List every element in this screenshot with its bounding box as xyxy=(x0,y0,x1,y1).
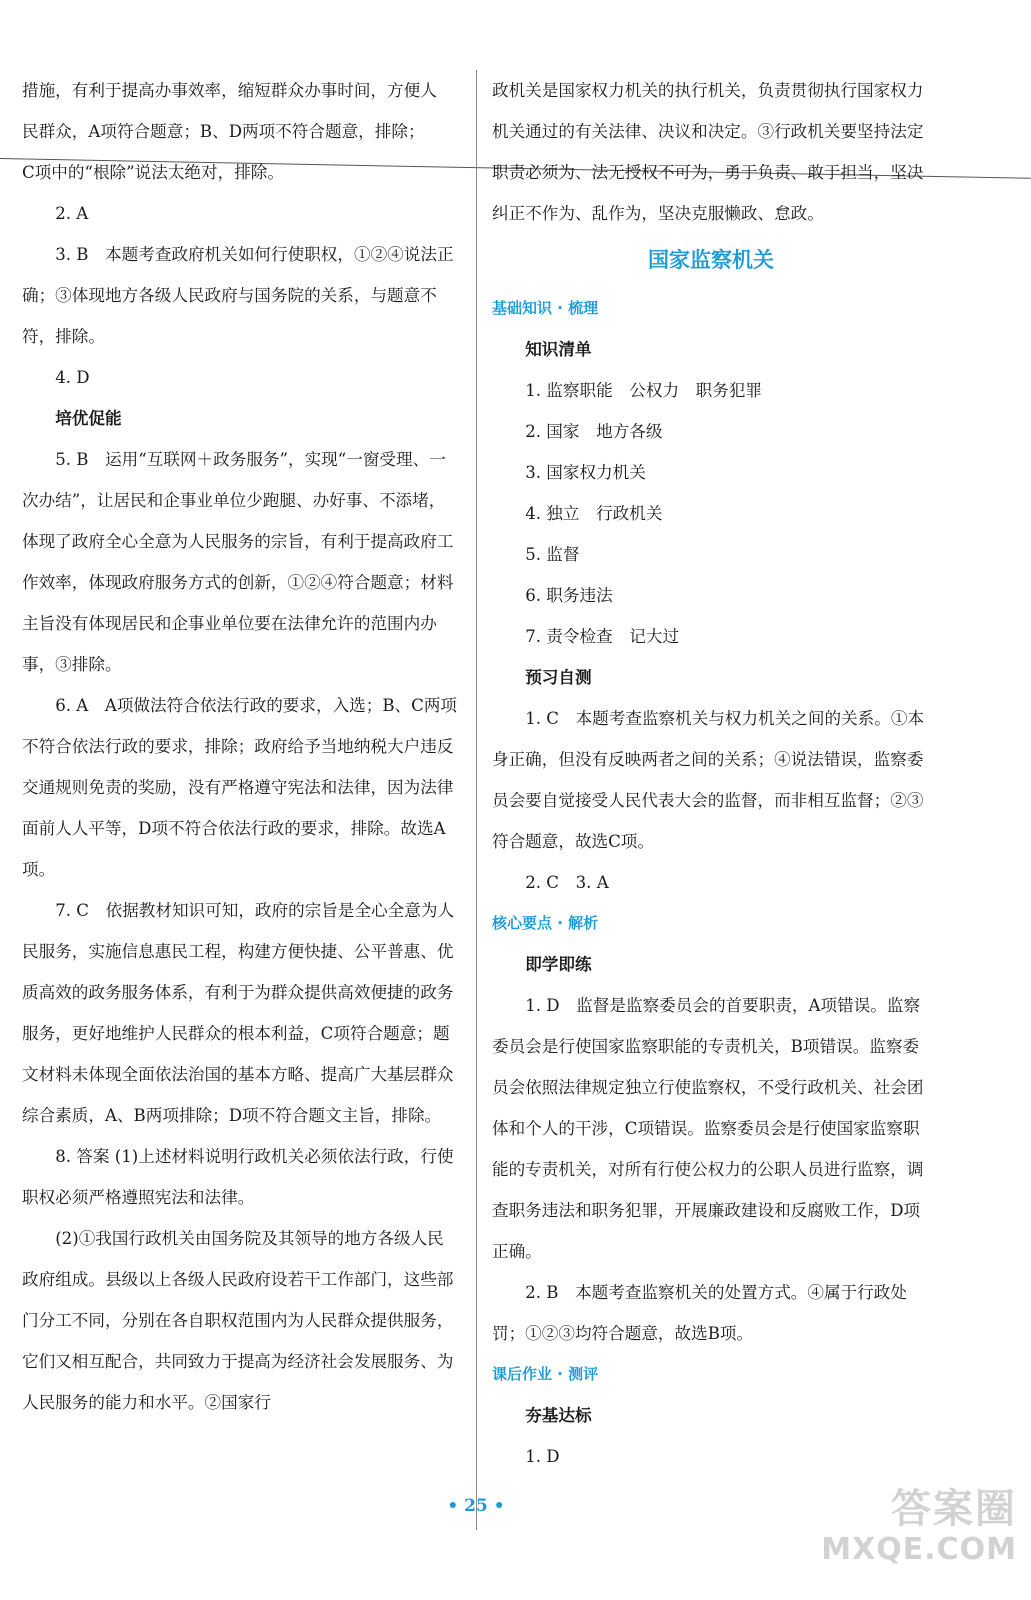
continued-text: 政机关是国家权力机关的执行机关，负责贯彻执行国家权力机关通过的有关法律、决议和决定。③行政机关要坚持法定职责必须为、法无授权不可为，勇于负责、敢于担当，坚决纠正不作为、乱作为，坚决克服懒政、怠政。 xyxy=(492,81,924,223)
list-item: 2. 国家 地方各级 xyxy=(525,422,663,441)
list-item: 4. 独立 行政机关 xyxy=(525,504,663,523)
tag-jichu: 基础知识 · 梳理 xyxy=(492,299,599,317)
answer-7: 7. C 依据教材知识可知，政府的宗旨是全心全意为人民服务，实施信息惠民工程，构建方便快捷、公平普惠、优质高效的政务服务体系，有利于为群众提供高效便捷的政务服务，更好地维护人民群众的根本利益，C项符合题意；题文材料未体现全面依法治国的基本方略、提高广大基层群众综合素质，A、B两项排除；D项不符合题文主旨，排除。 xyxy=(22,901,455,1125)
answer-b23: 2. C 3. A xyxy=(525,873,609,892)
right-column xyxy=(492,70,930,1477)
list-item: 6. 职务违法 xyxy=(525,586,613,605)
answer-c1: 1. D 监督是监察委员会的首要职责，A项错误。监察委员会是行使国家监察职能的专责机关，B项错误。监察委员会依照法律规定独立行使监察权，不受行政机关、社会团体和个人的干涉，C项错误。监察委员会是行使国家监察职能的专责机关，对所有行使公权力的公职人员进行监察，调查职务违法和职务犯罪，开展廉政建设和反腐败工作，D项正确。 xyxy=(492,996,924,1261)
watermark-bottom: MXQE.COM xyxy=(821,1532,1017,1567)
tag-hexin: 核心要点 · 解析 xyxy=(492,914,599,932)
answer-c2: 2. B 本题考查监察机关的处置方式。④属于行政处罚；①②③均符合题意，故选B项。 xyxy=(492,1283,907,1343)
answer-4: 4. D xyxy=(55,368,90,387)
heading-yuxi: 预习自测 xyxy=(525,668,592,687)
list-item: 7. 责令检查 记大过 xyxy=(525,627,680,646)
list-item: 3. 国家权力机关 xyxy=(525,463,646,482)
text-line: 民群众，A项符合题意；B、D两项不符合题意，排除； xyxy=(22,122,425,141)
heading-duoji: 夯基达标 xyxy=(525,1406,592,1425)
tag-kehou: 课后作业 · 测评 xyxy=(492,1365,599,1383)
answer-b1: 1. C 本题考查监察机关与权力机关之间的关系。①本身正确，但没有反映两者之间的关系；④说法错误，监察委员会要自觉接受人民代表大会的监督，而非相互监督；②③符合题意，故选C项。 xyxy=(492,709,925,851)
answer-6: 6. A A项做法符合依法行政的要求，入选；B、C两项不符合依法行政的要求，排除；政府给予当地纳税大户违反交通规则免责的奖励，没有严格遵守宪法和法律，因为法律面前人人平等，D项不符合依法行政的要求，排除。故选A项。 xyxy=(22,696,458,879)
heading-qingdan: 知识清单 xyxy=(525,340,592,359)
text-line: 措施，有利于提高办事效率，缩短群众办事时间，方便人 xyxy=(22,81,437,100)
watermark-logo xyxy=(812,1486,1017,1576)
left-column xyxy=(22,70,460,1423)
answer-8-part-2: (2)①我国行政机关由国务院及其领导的地方各级人民政府组成。县级以上各级人民政府设若干工作部门，这些部门分工不同，分别在各自职权范围内为人民群众提供服务，它们又相互配合，共同致力于提高为经济社会发展服务、为人民服务的能力和水平。②国家行 xyxy=(22,1229,454,1412)
heading-peiyou: 培优促能 xyxy=(55,409,122,428)
heading-jixue: 即学即练 xyxy=(525,955,592,974)
answer-5: 5. B 运用“互联网＋政务服务”，实现“一窗受理、一次办结”，让居民和企事业单位少跑腿、办好事、不添堵，体现了政府全心全意为人民服务的宗旨，有利于提高政府工作效率，体现政府服务方式的创新，①②④符合题意；材料主旨没有体现居民和企事业单位要在法律允许的范围内办事，③排除。 xyxy=(22,450,454,674)
section-title: 国家监察机关 xyxy=(648,248,774,272)
answer-8-part-1: 8. 答案 (1)上述材料说明行政机关必须依法行政，行使职权必须严格遵照宪法和法律。 xyxy=(22,1147,454,1207)
text-line: C项中的“根除”说法太绝对，排除。 xyxy=(22,163,284,182)
list-item: 1. 监察职能 公权力 职务犯罪 xyxy=(525,381,763,400)
column-divider xyxy=(476,70,477,1530)
answer-2: 2. A xyxy=(55,204,89,223)
watermark-top: 答案圈 xyxy=(891,1486,1017,1532)
list-item: 5. 监督 xyxy=(525,545,580,564)
page-number: • 25 • xyxy=(447,1496,505,1516)
answer-d1: 1. D xyxy=(525,1447,560,1466)
answer-3: 3. B 本题考查政府机关如何行使职权，①②④说法正确；③体现地方各级人民政府与国务院的关系，与题意不符，排除。 xyxy=(22,245,454,346)
